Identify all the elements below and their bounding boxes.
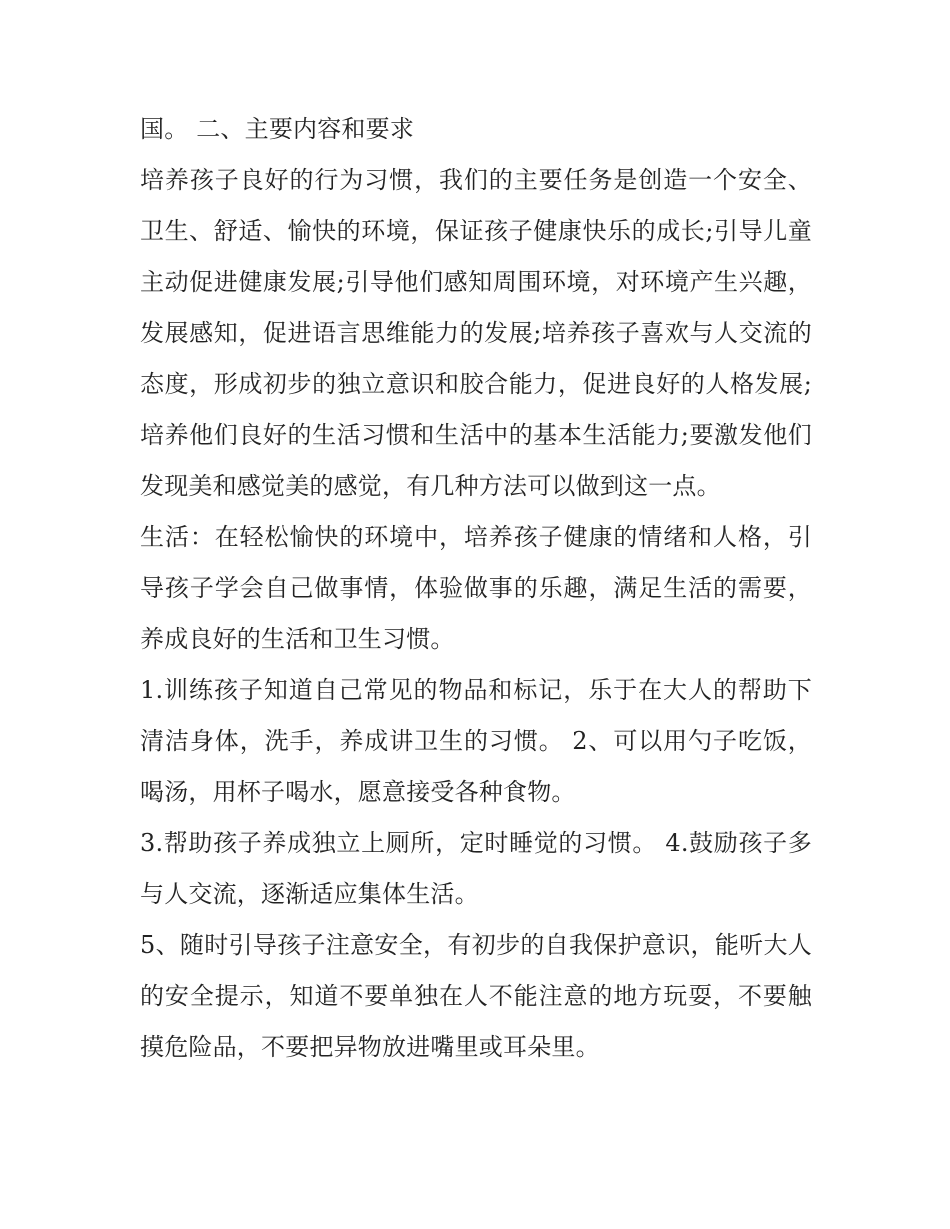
paragraph-section-heading: 国。 二、主要内容和要求 [140, 115, 415, 143]
document-body [140, 104, 812, 1073]
paragraph-item-3-4: 3.帮助孩子养成独立上厕所，定时睡觉的习惯。 4.鼓励孩子多与人交流，逐渐适应集体生活。 [140, 829, 812, 908]
paragraph-item-1-2: 1.训练孩子知道自己常见的物品和标记，乐于在大人的帮助下清洁身体，洗手，养成讲卫生的习惯。 2、可以用勺子吃饭，喝汤，用杯子喝水，愿意接受各种食物。 [140, 676, 812, 806]
paragraph-item-5: 5、随时引导孩子注意安全，有初步的自我保护意识，能听大人的安全提示，知道不要单独在人不能注意的地方玩耍，不要触摸危险品，不要把异物放进嘴里或耳朵里。 [140, 931, 812, 1061]
paragraph-main-task: 培养孩子良好的行为习惯，我们的主要任务是创造一个安全、卫生、舒适、愉快的环境，保证孩子健康快乐的成长;引导儿童主动促进健康发展;引导他们感知周围环境，对环境产生兴趣，发展感知，促进语言思维能力的发展;培养孩子喜欢与人交流的态度，形成初步的独立意识和胶合能力，促进良好的人格发展;培养他们良好的生活习惯和生活中的基本生活能力;要激发他们发现美和感觉美的感觉，有几种方法可以做到这一点。 [140, 166, 812, 500]
paragraph-life: 生活：在轻松愉快的环境中，培养孩子健康的情绪和人格，引导孩子学会自己做事情，体验做事的乐趣，满足生活的需要，养成良好的生活和卫生习惯。 [140, 523, 812, 653]
